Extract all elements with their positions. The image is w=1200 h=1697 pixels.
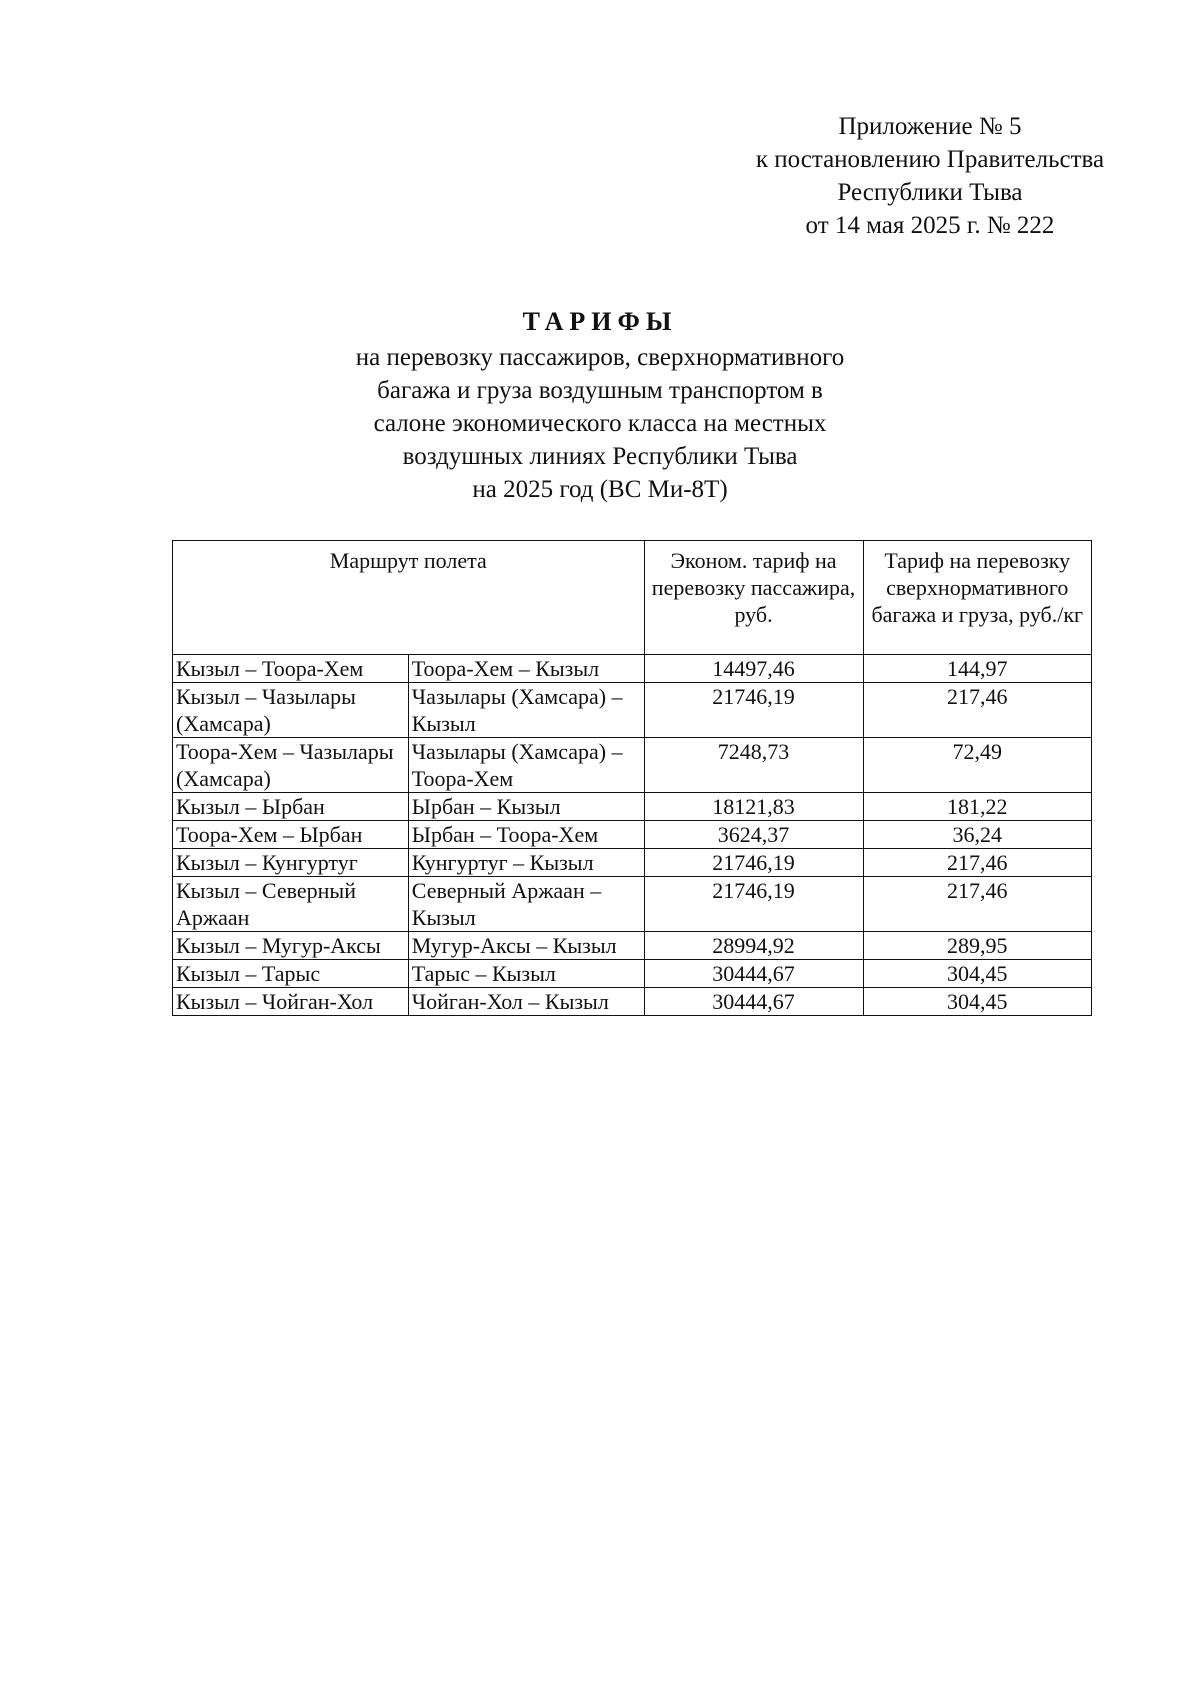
route-outbound-cell: Тоора-Хем – Чазылары (Хамсара)	[173, 738, 409, 793]
appendix-resolution-ref: к постановлению Правительства	[755, 146, 1105, 173]
route-return-cell: Тарыс – Кызыл	[408, 960, 644, 988]
passenger-fare-cell: 21746,19	[644, 683, 863, 738]
cargo-fare-cell: 217,46	[863, 849, 1091, 877]
route-return-cell: Ырбан – Тоора-Хем	[408, 821, 644, 849]
route-return-cell: Чазылары (Хамсара) – Кызыл	[408, 683, 644, 738]
passenger-fare-cell: 21746,19	[644, 877, 863, 932]
passenger-fare-cell: 18121,83	[644, 793, 863, 821]
table-row	[173, 655, 1092, 683]
route-return-cell: Мугур-Аксы – Кызыл	[408, 932, 644, 960]
route-outbound-cell: Кызыл – Тарыс	[173, 960, 409, 988]
route-outbound-cell: Кызыл – Ырбан	[173, 793, 409, 821]
route-outbound-cell: Кызыл – Северный Аржаан	[173, 877, 409, 932]
header-route: Маршрут полета	[173, 541, 645, 655]
header-passenger-fare: Эконом. тариф на перевозку пассажира, руб.	[644, 541, 863, 655]
table-row	[173, 849, 1092, 877]
route-outbound-cell: Кызыл – Мугур-Аксы	[173, 932, 409, 960]
table-row	[173, 988, 1092, 1016]
route-outbound-cell: Кызыл – Тоора-Хем	[173, 655, 409, 683]
tariff-table	[172, 540, 1092, 1016]
table-body	[173, 655, 1092, 1016]
appendix-date: от 14 мая 2025 г. № 222	[805, 212, 1055, 239]
title-heading: ТАРИФЫ	[522, 307, 678, 336]
passenger-fare-cell: 30444,67	[644, 988, 863, 1016]
table-row	[173, 877, 1092, 932]
route-outbound-cell: Кызыл – Чойган-Хол	[173, 988, 409, 1016]
route-outbound-cell: Кызыл – Кунгуртуг	[173, 849, 409, 877]
table-row	[173, 793, 1092, 821]
passenger-fare-cell: 7248,73	[644, 738, 863, 793]
cargo-fare-cell: 304,45	[863, 960, 1091, 988]
appendix-government: Республики Тыва	[837, 179, 1023, 206]
cargo-fare-cell: 289,95	[863, 932, 1091, 960]
passenger-fare-cell: 21746,19	[644, 849, 863, 877]
cargo-fare-cell: 36,24	[863, 821, 1091, 849]
passenger-fare-cell: 3624,37	[644, 821, 863, 849]
table-row	[173, 738, 1092, 793]
table-row	[173, 821, 1092, 849]
route-return-cell: Кунгуртуг – Кызыл	[408, 849, 644, 877]
title-line: на 2025 год (ВС Ми-8Т)	[472, 476, 728, 503]
passenger-fare-cell: 14497,46	[644, 655, 863, 683]
table-header-row	[173, 541, 1092, 655]
title-line: багажа и груза воздушным транспортом в	[377, 377, 823, 404]
table-row	[173, 960, 1092, 988]
route-return-cell: Чазылары (Хамсара) – Тоора-Хем	[408, 738, 644, 793]
route-outbound-cell: Кызыл – Чазылары (Хамсара)	[173, 683, 409, 738]
title-line: воздушных линиях Республики Тыва	[402, 443, 798, 470]
header-cargo-fare: Тариф на перевозку сверхнормативного багажа и груза, руб./кг	[863, 541, 1091, 655]
cargo-fare-cell: 304,45	[863, 988, 1091, 1016]
cargo-fare-cell: 144,97	[863, 655, 1091, 683]
cargo-fare-cell: 72,49	[863, 738, 1091, 793]
table-row	[173, 932, 1092, 960]
title-line: салоне экономического класса на местных	[373, 410, 827, 437]
passenger-fare-cell: 28994,92	[644, 932, 863, 960]
cargo-fare-cell: 217,46	[863, 683, 1091, 738]
appendix-header	[740, 110, 1120, 242]
route-return-cell: Ырбан – Кызыл	[408, 793, 644, 821]
title-line: на перевозку пассажиров, сверхнормативного	[355, 344, 845, 371]
document-title	[300, 305, 900, 506]
table-row	[173, 683, 1092, 738]
cargo-fare-cell: 217,46	[863, 877, 1091, 932]
route-return-cell: Чойган-Хол – Кызыл	[408, 988, 644, 1016]
appendix-number: Приложение № 5	[838, 113, 1022, 140]
cargo-fare-cell: 181,22	[863, 793, 1091, 821]
route-return-cell: Тоора-Хем – Кызыл	[408, 655, 644, 683]
route-outbound-cell: Тоора-Хем – Ырбан	[173, 821, 409, 849]
passenger-fare-cell: 30444,67	[644, 960, 863, 988]
route-return-cell: Северный Аржаан – Кызыл	[408, 877, 644, 932]
